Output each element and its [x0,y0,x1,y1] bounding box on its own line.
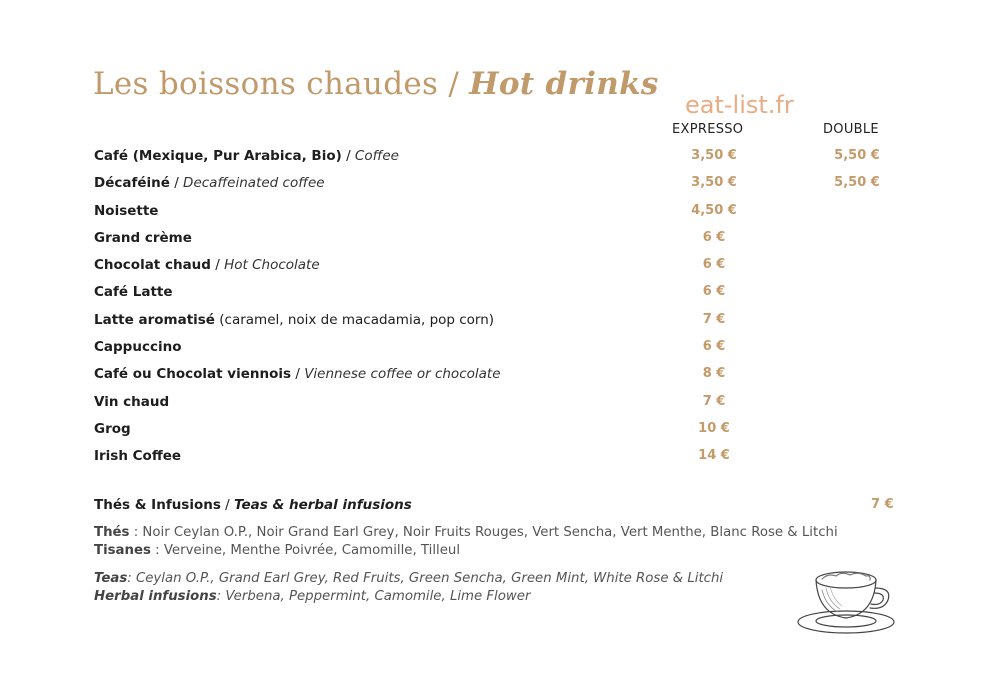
menu-item [94,203,914,230]
column-header-expresso: EXPRESSO [672,122,744,137]
coffee-cup-icon [796,566,900,638]
item-separator: / [341,148,355,164]
herbal-label-en: Herbal infusions [94,589,217,604]
teas-label-en: Teas [94,571,128,586]
tea-heading-fr: Thés & Infusions [94,497,221,513]
herbal-list-en [94,589,530,604]
title-french: Les boissons chaudes / [93,66,470,102]
item-name-fr: Irish Coffee [94,448,182,465]
item-price: 7 € [702,311,726,327]
item-name-en: Viennese coffee or chocolate [304,366,501,383]
item-name-fr: Café Latte [94,284,173,301]
tea-heading-en: Teas & herbal infusions [234,497,412,513]
menu-item-name [94,284,173,300]
thes-label: Thés [94,525,130,540]
page-title [93,66,659,102]
menu-item [94,448,914,475]
item-price: 3,50 € [691,175,737,191]
item-name-en: Hot Chocolate [224,257,320,274]
item-name-fr: Grand crème [94,229,192,246]
menu-item [94,175,914,202]
drinks-list [94,148,914,476]
item-price: 8 € [702,366,726,382]
item-name-fr: Cappuccino [94,339,182,356]
menu-item-name [94,421,131,437]
item-name-en: Decaffeinated coffee [183,175,325,192]
menu-item-name [94,175,325,191]
item-price: 4,50 € [691,202,737,218]
tisanes-list [94,543,460,558]
item-separator: / [210,257,225,274]
item-separator: / [169,175,184,192]
teas-list-en [94,571,723,586]
item-price: 6 € [702,257,726,273]
menu-item [94,366,914,393]
item-name-fr: Café (Mexique, Pur Arabica, Bio) [94,148,342,164]
menu-item-name [94,448,181,464]
menu-item [94,148,914,175]
tea-heading-sep: / [220,497,235,513]
item-name-fr: Café ou Chocolat viennois [94,366,292,383]
menu-item-name [94,394,169,410]
item-separator: / [291,366,305,383]
menu-item-name [94,366,501,382]
menu-item-name [94,257,320,273]
thes-list [94,525,838,540]
menu-item-name [94,312,494,328]
menu-item [94,421,914,448]
item-name-fr: Noisette [94,202,159,219]
item-name-en: Coffee [354,148,399,164]
item-price: 14 € [698,448,730,464]
menu-item-name [94,339,181,355]
tisanes-items: : Verveine, Menthe Poivrée, Camomille, Tilleul [150,543,461,558]
menu-item [94,312,914,339]
title-english: Hot drinks [469,66,659,102]
column-header-double: DOUBLE [823,122,879,137]
item-name-fr: Grog [94,420,131,437]
menu-item [94,339,914,366]
menu-item [94,257,914,284]
item-price-double: 5,50 € [834,175,880,191]
item-price: 6 € [702,284,726,300]
item-price: 6 € [702,339,726,355]
teas-items-en: : Ceylan O.P., Grand Earl Grey, Red Fruits, Green Sencha, Green Mint, White Rose & Litchi [127,571,724,586]
watermark: eat-list.fr [685,91,794,119]
herbal-items-en: : Verbena, Peppermint, Camomile, Lime Flower [216,589,531,604]
item-price: 10 € [698,420,730,436]
item-name-fr: Décaféiné [94,175,170,192]
tea-price: 7 € [871,497,894,512]
menu-item [94,394,914,421]
menu-item-name [94,203,158,219]
tisanes-label: Tisanes [94,543,151,558]
thes-items: : Noir Ceylan O.P., Noir Grand Earl Grey, Noir Fruits Rouges, Vert Sencha, Vert Menthe, Blanc Rose & Litchi [129,525,838,540]
item-name-fr: Chocolat chaud [94,257,211,274]
item-price: 7 € [702,393,726,409]
menu-item [94,284,914,311]
menu-item-name [94,148,399,164]
item-name-fr: Vin chaud [94,393,170,410]
menu-item-name [94,230,192,246]
item-name-fr: Latte aromatisé [94,311,215,328]
item-price: 3,50 € [691,148,737,163]
item-price-double: 5,50 € [834,148,880,163]
menu-item [94,230,914,257]
item-note: (caramel, noix de macadamia, pop corn) [214,311,495,328]
tea-heading [94,497,412,513]
item-price: 6 € [702,229,726,245]
